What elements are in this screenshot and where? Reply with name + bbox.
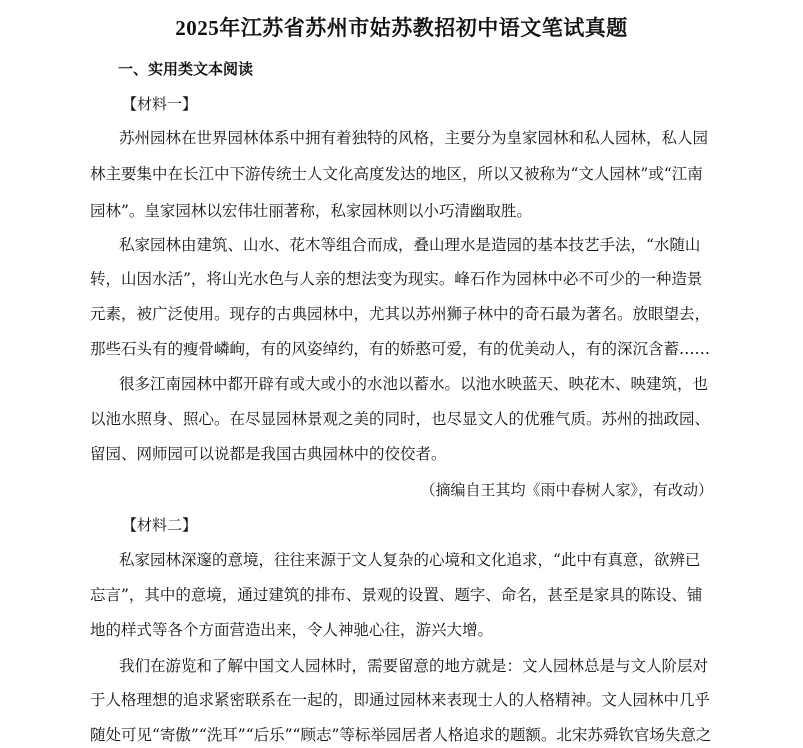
paragraph-text: 随处可见“寄傲”“洗耳”“后乐”“顾志”等标举园居者人格追求的题额。北宋苏舜钦官场失意之	[90, 726, 712, 744]
paragraph-text: 元素，被广泛使用。现存的古典园林中，尤其以苏州狮子林中的奇石最为著名。放眼望去，	[90, 305, 711, 323]
material-two-line	[0, 655, 803, 677]
section-heading: 一、实用类文本阅读	[118, 60, 254, 78]
material-one-line	[0, 338, 803, 360]
material-one-line	[0, 268, 803, 290]
paragraph-text: 私家园林深邃的意境，往往来源于文人复杂的心境和文化追求，“此中有真意，欲辨已	[119, 551, 701, 569]
paragraph-text: 林主要集中在长江中下游传统士人文化高度发达的地区，所以又被称为“文人园林”或“江南	[90, 165, 703, 183]
paragraph-text: 很多江南园林中都开辟有或大或小的水池以蓄水。以池水映蓝天、映花木、映建筑，也	[119, 375, 709, 393]
material-two-line	[0, 689, 803, 711]
paragraph-text: 那些石头有的瘦骨嶙峋，有的风姿绰约，有的娇憨可爱，有的优美动人，有的深沉含蓄……	[90, 340, 711, 358]
material-two-line	[0, 584, 803, 606]
paragraph-text: 于人格理想的追求紧密联系在一起的，即通过园林来表现士人的人格精神。文人园林中几乎	[90, 691, 711, 709]
source-citation: （摘编自王其均《雨中春树人家》，有改动）	[420, 481, 713, 499]
material-two-label: 【材料二】	[122, 516, 198, 534]
paragraph-text: 以池水照身、照心。在尽显园林景观之美的同时，也尽显文人的优雅气质。苏州的拙政园、	[90, 410, 711, 428]
material-one-line	[0, 408, 803, 430]
material-two-line	[0, 724, 803, 746]
material-one-line	[0, 200, 803, 222]
paragraph-text: 留园、网师园可以说都是我国古典园林中的佼佼者。	[90, 445, 447, 463]
paragraph-text: 忘言”，其中的意境，通过建筑的排布、景观的设置、题字、命名，甚至是家具的陈设、铺	[90, 586, 703, 604]
material-one-line	[0, 443, 803, 465]
material-one-line	[0, 234, 803, 256]
paragraph-text: 私家园林由建筑、山水、花木等组合而成，叠山理水是造园的基本技艺手法，“水随山	[119, 236, 701, 254]
paragraph-text: 我们在游览和了解中国文人园林时，需要留意的地方就是：文人园林总是与文人阶层对	[119, 657, 709, 675]
material-one-line	[0, 303, 803, 325]
material-two-line	[0, 619, 803, 641]
paragraph-text: 转，山因水活”，将山光水色与人亲的想法变为现实。峰石作为园林中必不可少的一种造景	[90, 270, 703, 288]
material-one-label: 【材料一】	[122, 95, 198, 113]
paragraph-text: 苏州园林在世界园林体系中拥有着独特的风格，主要分为皇家园林和私人园林，私人园	[119, 129, 709, 147]
page-title: 2025年江苏省苏州市姑苏教招初中语文笔试真题	[175, 16, 628, 40]
paragraph-text: 园林”。皇家园林以宏伟壮丽著称，私家园林则以小巧清幽取胜。	[90, 202, 532, 220]
paragraph-text: 地的样式等各个方面营造出来，令人神驰心往，游兴大增。	[90, 621, 494, 639]
material-one-line	[0, 127, 803, 149]
material-one-line	[0, 373, 803, 395]
material-two-line	[0, 549, 803, 571]
material-one-line	[0, 163, 803, 185]
